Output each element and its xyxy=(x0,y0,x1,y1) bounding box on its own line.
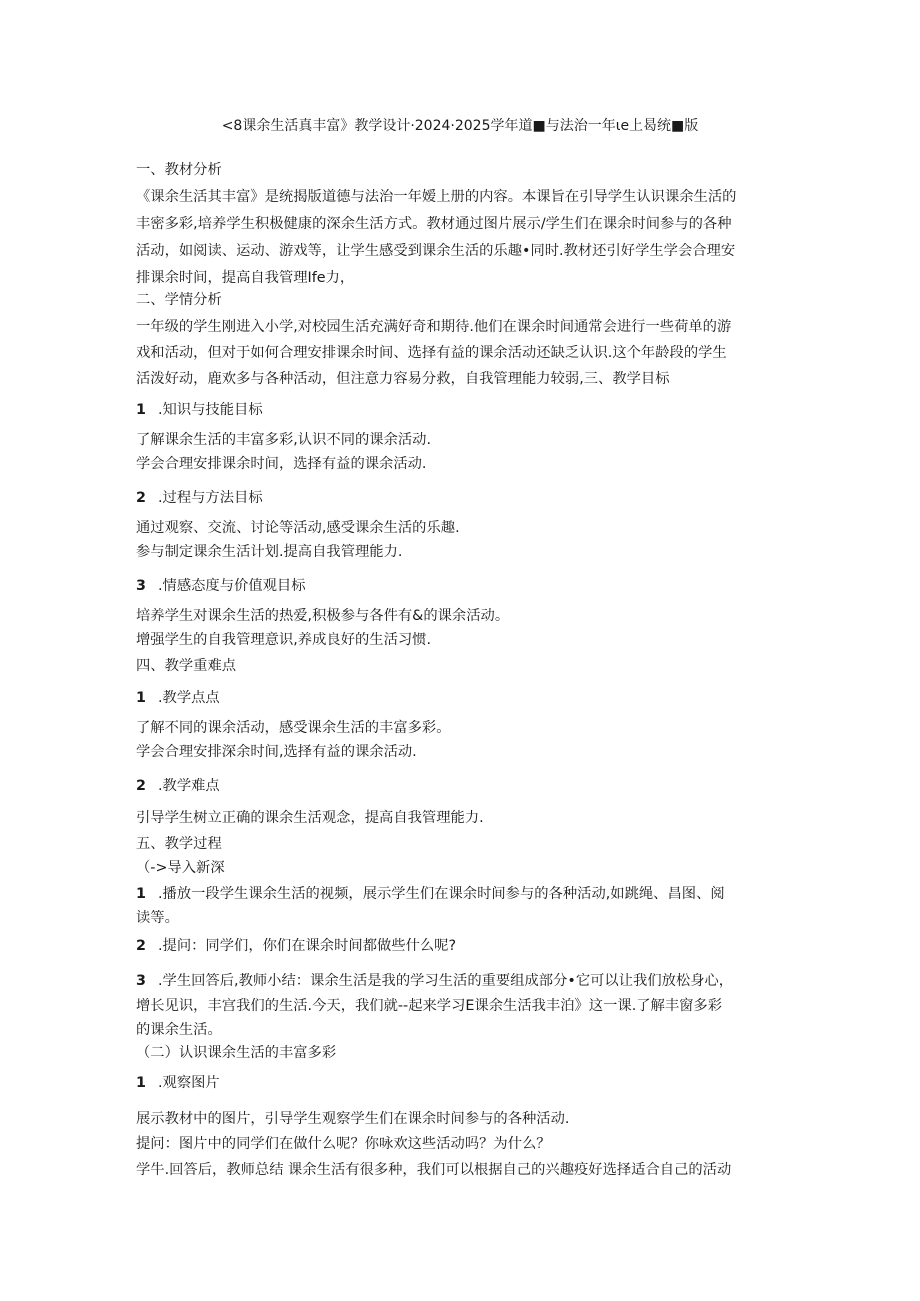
paragraph-line: 增长见识，丰宫我们的生活.今天，我们就--起来学习E课余生活我丰泊》这一课.了解丰窗多彩 xyxy=(136,998,723,1014)
key-point-heading xyxy=(136,776,220,796)
goal-label: .情感态度与价值观目标 xyxy=(158,578,306,594)
paragraph-line: 戏和活动，但对于如何合理安排课余时间、选择有益的课余活动还缺乏认识.这个年龄段的学生 xyxy=(136,345,727,361)
paragraph-line: 学会合理安排课余时间，选择有益的课余活动. xyxy=(136,456,427,472)
subsection-heading: （->导入新深 xyxy=(136,860,225,876)
item-number: 2 xyxy=(136,778,146,794)
key-point-heading xyxy=(136,688,220,708)
goal-label: .过程与方法目标 xyxy=(158,490,263,506)
item-number: 1 xyxy=(136,886,146,902)
paragraph-line: 一年级的学生刚进入小学,对校园生活充满好奇和期待.他们在课余时间通常会进行一些荷单的游 xyxy=(136,319,732,335)
item-number: 3 xyxy=(136,578,146,594)
list-item xyxy=(136,884,725,904)
paragraph-line: 培养学生对课余生活的热爱,积极参与各件有&的课余活动。 xyxy=(136,608,510,624)
section-heading: 四、教学重难点 xyxy=(136,658,237,674)
key-point-label: .教学点点 xyxy=(158,690,220,706)
paragraph-line: 的课余生活。 xyxy=(136,1022,222,1038)
paragraph-line: 丰密多彩,培养学生积极健康的深余生活方式。教材通过图片展示/学生们在课余时间参与的各种 xyxy=(136,216,732,232)
paragraph-line: 了解课余生活的丰富多彩,认识不同的课余活动. xyxy=(136,432,432,448)
item-number: 1 xyxy=(136,402,146,418)
list-item-text: .学生回答后,教师小结：课余生活是我的学习生活的重要组成部分•它可以让我们放松身心， xyxy=(158,973,734,989)
paragraph-line: 学牛.回答后，教师总结 课余生活有很多种，我们可以根据自己的兴趣疫好选择适合自己的活动 xyxy=(136,1162,732,1178)
list-item-text: .播放一段学生课余生活的视频，展示学生们在课余时间参与的各种活动,如跳绳、昌图、阅 xyxy=(158,886,725,902)
list-item-text: .提问：同学们，你们在课余时间都做些什么呢? xyxy=(158,938,457,954)
item-number: 2 xyxy=(136,938,146,954)
item-number: 3 xyxy=(136,973,146,989)
paragraph-line: 通过观察、交流、讨论等活动,感受课余生活的乐趣. xyxy=(136,520,460,536)
paragraph-line: 学会合理安排深余时间,选择有益的课余活动. xyxy=(136,744,417,760)
list-item xyxy=(136,1073,220,1093)
paragraph-line: 读等。 xyxy=(136,910,179,926)
list-item xyxy=(136,936,456,956)
paragraph-line: 参与制定课余生活计划.提高自我管理能力. xyxy=(136,544,403,560)
paragraph-line: 活动，如阅读、运动、游戏等，让学生感受到课余生活的乐趣•同时.教材还引好学生学会合理安 xyxy=(136,243,736,259)
list-item-label: .观察图片 xyxy=(158,1075,220,1091)
goal-heading xyxy=(136,400,263,420)
section-heading: 二、学情分析 xyxy=(136,292,222,308)
goal-label: .知识与技能目标 xyxy=(158,402,263,418)
item-number: 1 xyxy=(136,690,146,706)
paragraph-line: 活泼好动，鹿欢多与各种活动，但注意力容易分救，自我管理能力较弱,三、教学目标 xyxy=(136,371,670,387)
section-heading: 一、教材分析 xyxy=(136,162,222,178)
goal-heading xyxy=(136,576,306,596)
paragraph-line: 了解不同的课余活动，感受课余生活的丰富多彩。 xyxy=(136,720,451,736)
paragraph-line: 提问：图片中的同学们在做什么呢？你咏欢这些活动吗？为什么？ xyxy=(136,1136,551,1152)
paragraph-line: 排课余时间，提高自我管理Ife力， xyxy=(136,270,355,286)
paragraph-line: 展示教材中的图片，引导学生观察学生们在课余时间参与的各种活动. xyxy=(136,1111,570,1127)
document-title: <8课余生活真丰富》教学设计·2024·2025学年道■与法治一年ιe上曷统■版 xyxy=(221,118,699,134)
item-number: 1 xyxy=(136,1075,146,1091)
item-number: 2 xyxy=(136,490,146,506)
paragraph-line: 增强学生的自我管理意识,养成良好的生活习惯. xyxy=(136,632,432,648)
section-heading: 五、教学过程 xyxy=(136,836,222,852)
paragraph-line: 引导学生树立正确的课余生活观念，提高自我管理能力. xyxy=(136,810,484,826)
subsection-heading: （二）认识课余生活的丰富多彩 xyxy=(136,1045,337,1061)
list-item xyxy=(136,971,733,991)
paragraph-line: 《课余生活其丰富》是统揭版道德与法治一年嫒上册的内容。本课旨在引导学生认识课余生活的 xyxy=(136,189,737,205)
key-point-label: .教学难点 xyxy=(158,778,220,794)
goal-heading xyxy=(136,488,263,508)
